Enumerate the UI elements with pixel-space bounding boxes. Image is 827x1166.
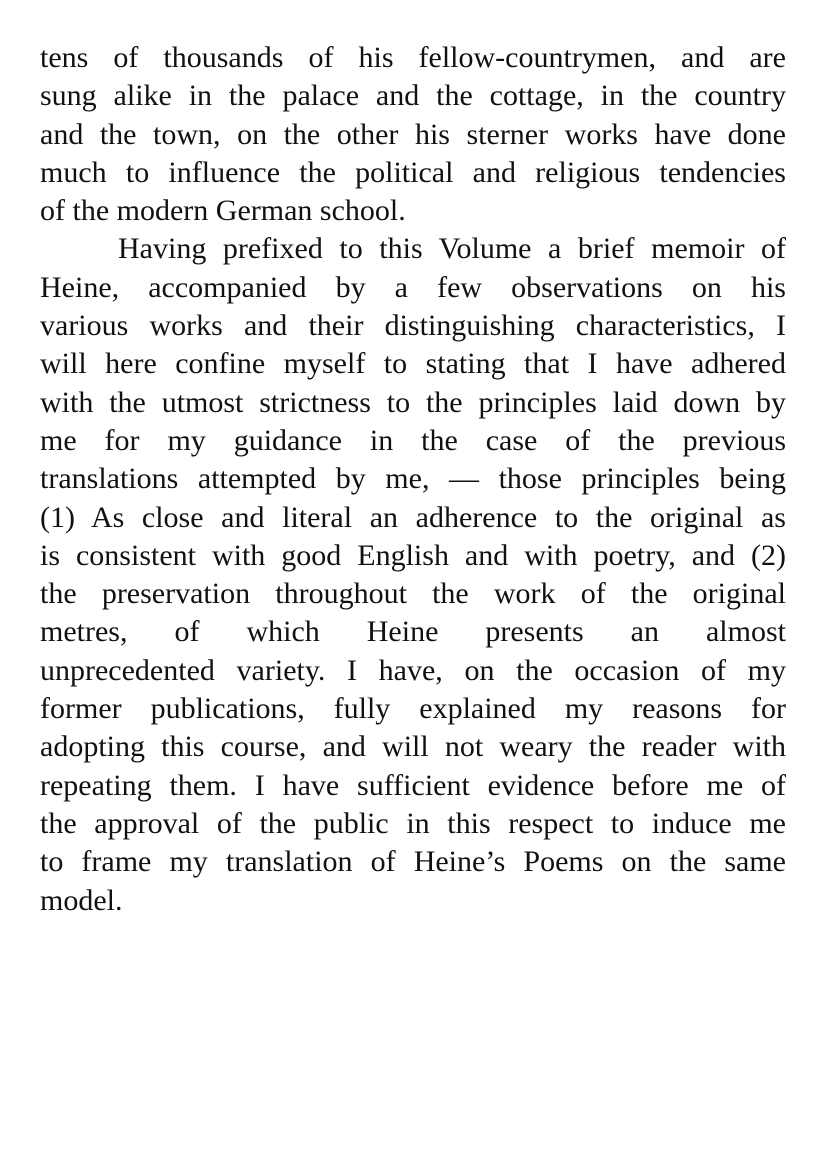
text-line: will here confine myself to stating that I have adhered xyxy=(40,347,786,381)
text-line: various works and their distinguishing characteristics, I xyxy=(40,309,786,343)
text-line: Having prefixed to this Volume a brief memoir of xyxy=(118,232,786,266)
text-line: model. xyxy=(40,883,123,917)
paragraph-2 xyxy=(40,230,786,919)
text-line: with the utmost strictness to the principles laid down by xyxy=(40,385,786,419)
text-line: of the modern German school. xyxy=(40,194,406,228)
text-line: metres, of which Heine presents an almost xyxy=(40,615,786,649)
document-page xyxy=(40,39,786,920)
paragraph-1 xyxy=(40,39,786,230)
text-line: sung alike in the palace and the cottage, in the country xyxy=(40,79,786,113)
text-line: repeating them. I have sufficient evidence before me of xyxy=(40,768,786,802)
text-line: the preservation throughout the work of the original xyxy=(40,577,786,611)
text-line: former publications, fully explained my reasons for xyxy=(40,692,786,726)
text-line: much to influence the political and religious tendencies xyxy=(40,155,786,189)
text-line: me for my guidance in the case of the previous xyxy=(40,423,786,457)
text-line: unprecedented variety. I have, on the occasion of my xyxy=(40,653,786,687)
text-line: the approval of the public in this respect to induce me xyxy=(40,806,786,840)
text-line: is consistent with good English and with poetry, and (2) xyxy=(40,538,786,572)
text-line: (1) As close and literal an adherence to the original as xyxy=(40,500,786,534)
text-line: translations attempted by me, — those principles being xyxy=(40,462,786,496)
text-line: to frame my translation of Heine’s Poems on the same xyxy=(40,845,786,879)
text-line: adopting this course, and will not weary the reader with xyxy=(40,730,786,764)
text-line: tens of thousands of his fellow-countrymen, and are xyxy=(40,41,786,74)
text-line: and the town, on the other his sterner works have done xyxy=(40,117,786,151)
text-line: Heine, accompanied by a few observations on his xyxy=(40,270,786,304)
